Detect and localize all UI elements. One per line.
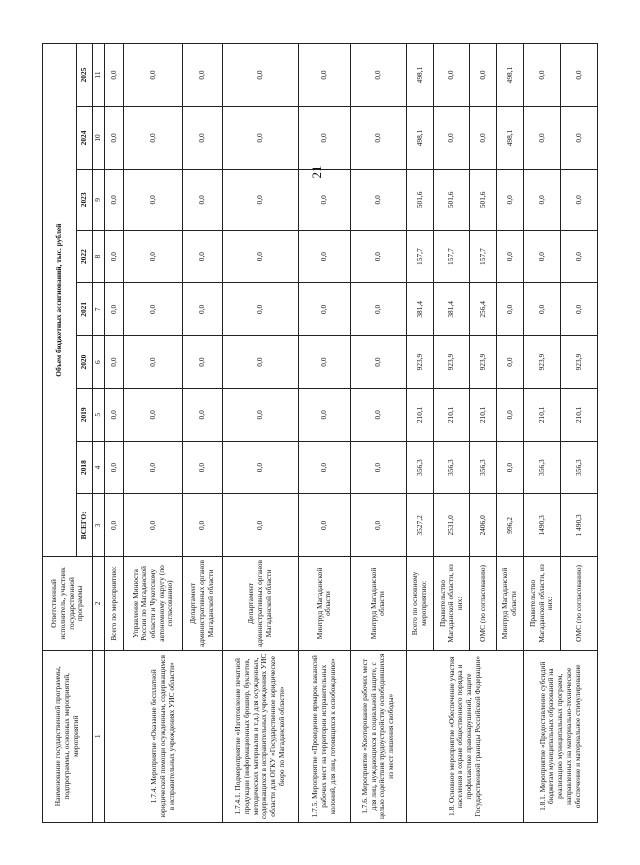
- budget-value: 0,0: [104, 493, 124, 556]
- budget-value: 0,0: [470, 106, 497, 169]
- budget-value: 0,0: [124, 169, 183, 230]
- column-number: 1: [93, 650, 105, 822]
- responsible-executor: Минтруд Магаданской области: [350, 556, 407, 649]
- row-title: 1.7.4.1. Подмероприятие «Изготовление печатной продукции (информационных брошюр, буклетов, методических материалов и т.д.) для осужденных, содержащихся в исправительных учреждениях УИС области для ОГКУ «Государственное юридическое бюро по Магаданской области»: [222, 650, 298, 822]
- budget-value: 0,0: [124, 493, 183, 556]
- budget-value: 0,0: [298, 493, 350, 556]
- column-number: 7: [93, 282, 105, 335]
- budget-value: 498,1: [407, 106, 434, 169]
- header-year: 2020: [77, 335, 93, 388]
- budget-value: 157,7: [470, 230, 497, 283]
- row-title: 1.8.1. Мероприятие «Предоставление субсидий бюджетам муниципальных образований на реализацию муниципальных программ, направленных на материально-техническое обеспечение и материальное стимулирование: [524, 650, 598, 822]
- budget-value: 0,0: [298, 43, 350, 106]
- header-year: 2019: [77, 388, 93, 441]
- budget-value: 0,0: [183, 335, 222, 388]
- budget-value: 0,0: [183, 230, 222, 283]
- budget-value: 210,1: [561, 388, 598, 441]
- budget-value: 0,0: [124, 335, 183, 388]
- budget-value: 210,1: [407, 388, 434, 441]
- budget-value: 210,1: [434, 388, 470, 441]
- budget-value: 0,0: [222, 169, 298, 230]
- budget-value: 0,0: [350, 106, 407, 169]
- responsible-executor: Всего по основному мероприятию:: [407, 556, 434, 649]
- budget-value: 256,4: [470, 282, 497, 335]
- header-year: ВСЕГО:: [77, 493, 93, 556]
- budget-value: 498,1: [497, 43, 524, 106]
- budget-value: 0,0: [561, 169, 598, 230]
- budget-value: 0,0: [350, 388, 407, 441]
- budget-value: 0,0: [350, 282, 407, 335]
- column-number: 11: [93, 43, 105, 106]
- header-year: 2024: [77, 106, 93, 169]
- budget-value: 0,0: [222, 388, 298, 441]
- responsible-executor: ОМС (по согласованию): [561, 556, 598, 649]
- budget-value: 501,6: [434, 169, 470, 230]
- budget-table: [42, 43, 598, 823]
- budget-value: 0,0: [104, 106, 124, 169]
- budget-value: 381,4: [434, 282, 470, 335]
- budget-value: 0,0: [298, 441, 350, 494]
- responsible-executor: Минтруд Магаданской области: [298, 556, 350, 649]
- budget-value: 0,0: [497, 388, 524, 441]
- column-number: 8: [93, 230, 105, 283]
- responsible-executor: Управление Минюста России по Магаданской области и Чукотскому автономному округу (по согласованию): [124, 556, 183, 649]
- budget-value: 0,0: [497, 335, 524, 388]
- budget-value: 1 490,3: [561, 493, 598, 556]
- budget-value: 0,0: [350, 441, 407, 494]
- table-row: [407, 43, 434, 822]
- column-number: 9: [93, 169, 105, 230]
- budget-value: 2406,0: [470, 493, 497, 556]
- budget-value: 0,0: [222, 441, 298, 494]
- budget-value: 157,7: [407, 230, 434, 283]
- budget-value: 0,0: [104, 43, 124, 106]
- budget-value: 923,9: [561, 335, 598, 388]
- table-row: [350, 43, 407, 822]
- budget-table-wrapper: [42, 43, 598, 823]
- budget-value: 0,0: [497, 230, 524, 283]
- budget-value: 0,0: [298, 335, 350, 388]
- column-number: 4: [93, 441, 105, 494]
- budget-value: 498,1: [407, 43, 434, 106]
- budget-value: 0,0: [183, 43, 222, 106]
- row-title: 1.7.5. Мероприятие «Проведение ярмарок вакансий рабочих мест на территории исправительных колоний, для лиц, готовящихся к освобождению»: [298, 650, 350, 822]
- budget-value: 0,0: [124, 106, 183, 169]
- budget-value: 0,0: [434, 43, 470, 106]
- header-year: 2021: [77, 282, 93, 335]
- budget-value: 0,0: [183, 493, 222, 556]
- responsible-executor: Всего по мероприятию:: [104, 556, 124, 649]
- budget-value: 0,0: [124, 282, 183, 335]
- budget-value: 0,0: [298, 106, 350, 169]
- budget-value: 0,0: [298, 169, 350, 230]
- budget-value: 0,0: [298, 230, 350, 283]
- column-number: 5: [93, 388, 105, 441]
- budget-value: 0,0: [222, 493, 298, 556]
- budget-value: 0,0: [434, 106, 470, 169]
- budget-value: 0,0: [104, 282, 124, 335]
- budget-value: 381,4: [407, 282, 434, 335]
- budget-value: 356,3: [470, 441, 497, 494]
- budget-value: 0,0: [183, 282, 222, 335]
- header-year: 2018: [77, 441, 93, 494]
- budget-value: 0,0: [104, 441, 124, 494]
- budget-value: 356,3: [407, 441, 434, 494]
- budget-value: 923,9: [434, 335, 470, 388]
- budget-value: 0,0: [183, 441, 222, 494]
- budget-value: 356,3: [561, 441, 598, 494]
- budget-value: 0,0: [298, 282, 350, 335]
- header-name-col: Наименование государственной программы, подпрограммы, основных мероприятий, мероприятий: [43, 650, 93, 822]
- budget-value: 0,0: [183, 106, 222, 169]
- budget-value: 0,0: [183, 388, 222, 441]
- budget-value: 0,0: [561, 282, 598, 335]
- budget-value: 0,0: [561, 106, 598, 169]
- page-number: 21: [309, 165, 324, 179]
- budget-value: 0,0: [561, 230, 598, 283]
- budget-value: 923,9: [524, 335, 561, 388]
- budget-value: 0,0: [222, 335, 298, 388]
- responsible-executor: Правительство Магаданской области, из них:: [524, 556, 561, 649]
- budget-value: 2531,0: [434, 493, 470, 556]
- responsible-executor: Департамент административных органов Магаданской области: [183, 556, 222, 649]
- budget-value: 0,0: [222, 282, 298, 335]
- budget-value: 0,0: [222, 230, 298, 283]
- budget-value: 0,0: [524, 43, 561, 106]
- table-row: [524, 43, 561, 822]
- column-number: 2: [93, 556, 105, 649]
- budget-value: 0,0: [104, 388, 124, 441]
- budget-value: 0,0: [222, 43, 298, 106]
- budget-value: 356,3: [524, 441, 561, 494]
- budget-value: 0,0: [470, 43, 497, 106]
- budget-value: 498,1: [497, 106, 524, 169]
- budget-value: 0,0: [497, 441, 524, 494]
- budget-value: 0,0: [350, 230, 407, 283]
- budget-value: 0,0: [350, 335, 407, 388]
- responsible-executor: Минтруд Магаданской области: [497, 556, 524, 649]
- budget-value: 210,1: [524, 388, 561, 441]
- column-number: 10: [93, 106, 105, 169]
- budget-value: 210,1: [470, 388, 497, 441]
- budget-value: 501,6: [470, 169, 497, 230]
- table-row: [222, 43, 298, 822]
- row-title: 1.8. Основное мероприятие «Обеспечение участия населения в охране общественного порядка и профилактике правонарушений, защите Государственной границы Российской Федерации»: [407, 650, 524, 822]
- header-year: 2022: [77, 230, 93, 283]
- budget-value: 0,0: [561, 43, 598, 106]
- table-row: [298, 43, 350, 822]
- column-number: 3: [93, 493, 105, 556]
- budget-value: 0,0: [124, 43, 183, 106]
- budget-value: 0,0: [104, 230, 124, 283]
- budget-value: 0,0: [524, 169, 561, 230]
- budget-value: 996,2: [497, 493, 524, 556]
- responsible-executor: Департамент административных органов Магаданской области: [222, 556, 298, 649]
- budget-value: 157,7: [434, 230, 470, 283]
- header-resp-col: Ответственный исполнитель, участник государственной программы: [43, 556, 93, 649]
- budget-value: 0,0: [524, 282, 561, 335]
- row-title: 1.7.4. Мероприятие «Оказание бесплатной юридической помощи осужденным, содержащимся в исправительных учреждениях УИС области»: [104, 650, 222, 822]
- responsible-executor: ОМС (по согласованию): [470, 556, 497, 649]
- budget-value: 3527,2: [407, 493, 434, 556]
- budget-value: 0,0: [222, 106, 298, 169]
- budget-value: 0,0: [104, 169, 124, 230]
- header-budget-group: Объем бюджетных ассигнований, тыс. рублей: [43, 43, 77, 556]
- budget-value: 0,0: [497, 169, 524, 230]
- budget-value: 0,0: [124, 388, 183, 441]
- budget-value: 0,0: [350, 43, 407, 106]
- budget-value: 501,6: [407, 169, 434, 230]
- budget-value: 0,0: [124, 230, 183, 283]
- budget-value: 0,0: [524, 106, 561, 169]
- responsible-executor: Правительство Магаданской области, из них:: [434, 556, 470, 649]
- budget-value: 923,9: [470, 335, 497, 388]
- budget-value: 1490,3: [524, 493, 561, 556]
- budget-value: 0,0: [124, 441, 183, 494]
- budget-value: 0,0: [104, 335, 124, 388]
- header-year: 2023: [77, 169, 93, 230]
- column-number: 6: [93, 335, 105, 388]
- budget-value: 0,0: [298, 388, 350, 441]
- budget-value: 356,3: [434, 441, 470, 494]
- header-year: 2025: [77, 43, 93, 106]
- budget-value: 0,0: [524, 230, 561, 283]
- budget-value: 0,0: [350, 169, 407, 230]
- budget-value: 0,0: [497, 282, 524, 335]
- row-title: 1.7.6. Мероприятие «Квотирование рабочих мест для лиц, нуждающихся в социальной защите, с целью содействия трудоустройству освободившихся из мест лишения свободы»: [350, 650, 407, 822]
- table-row: [104, 43, 124, 822]
- budget-value: 0,0: [350, 493, 407, 556]
- budget-value: 923,9: [407, 335, 434, 388]
- budget-value: 0,0: [183, 169, 222, 230]
